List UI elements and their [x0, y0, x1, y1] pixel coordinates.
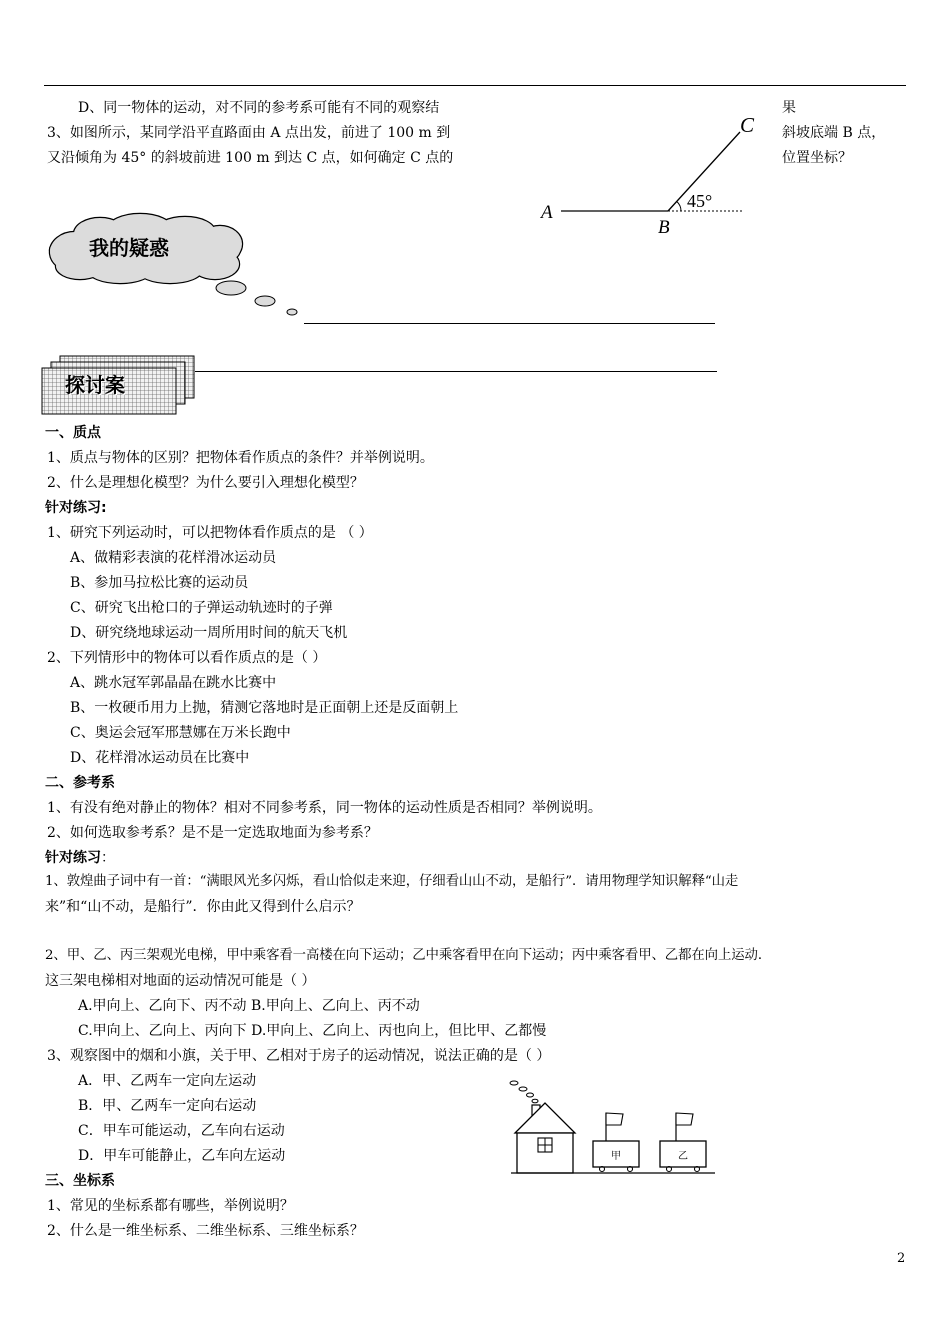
option-d-line-end: 果 — [782, 100, 796, 116]
practice2-heading-text: 针对练习 — [45, 850, 101, 866]
section2-q1: 1、有没有绝对静止的物体？相对不同参考系，同一物体的运动性质是否相同？举例说明。 — [47, 800, 602, 816]
practice1-q2-d: D、花样滑冰运动员在比赛中 — [70, 750, 250, 766]
practice2-q3-c: C．甲车可能运动，乙车向右运动 — [78, 1123, 285, 1139]
practice1-q2-c: C、奥运会冠军邢慧娜在万米长跑中 — [70, 725, 291, 741]
section3-q1: 1、常见的坐标系都有哪些，举例说明？ — [47, 1198, 294, 1214]
practice1-q1-a: A、做精彩表演的花样滑冰运动员 — [70, 550, 277, 566]
option-d-line: D、同一物体的运动，对不同的参考系可能有不同的观察结 — [78, 100, 440, 116]
label-a: A — [541, 202, 553, 223]
section2-heading: 二、参考系 — [45, 775, 115, 791]
car2-label: 乙 — [678, 1151, 688, 1162]
practice1-q2: 2、下列情形中的物体可以看作质点的是（ ） — [47, 650, 327, 666]
doubts-answer-line — [304, 323, 715, 324]
section2-q2: 2、如何选取参考系？是不是一定选取地面为参考系？ — [47, 825, 378, 841]
discussion-title: 探讨案 — [65, 373, 125, 397]
thought-cloud — [45, 212, 305, 322]
practice1-q1-d: D、研究绕地球运动一周所用时间的航天飞机 — [70, 625, 348, 641]
section3-heading: 三、坐标系 — [45, 1173, 115, 1189]
practice2-q2-line1: 2、甲、乙、丙三架观光电梯，甲中乘客看一高楼在向下运动；乙中乘客看甲在向下运动；丙中乘客看甲、乙都在向上运动． — [45, 948, 772, 963]
practice1-q2-b: B、一枚硬币用力上抛，猜测它落地时是正面朝上还是反面朝上 — [70, 700, 459, 716]
practice1-q1-b: B、参加马拉松比赛的运动员 — [70, 575, 249, 591]
practice2-q1-line2: 来”和“山不动，是船行”．你由此又得到什么启示？ — [45, 899, 361, 915]
question-3-line1-end: 斜坡底端 B 点， — [782, 125, 886, 141]
slope-diagram — [535, 110, 765, 240]
practice2-q3-d: D．甲车可能静止，乙车向左运动 — [78, 1148, 286, 1164]
question-3-line2-end: 位置坐标？ — [782, 150, 852, 166]
label-angle: 45° — [687, 191, 713, 211]
car1-label: 甲 — [611, 1151, 621, 1162]
practice2-q2-cd: C.甲向上、乙向上、丙向下 D.甲向上、乙向上、丙也向上，但比甲、乙都慢 — [78, 1023, 547, 1039]
practice2-q3-b: B．甲、乙两车一定向右运动 — [78, 1098, 257, 1114]
top-rule — [44, 85, 906, 86]
practice2-q2-ab: A.甲向上、乙向下、丙不动 B.甲向上、乙向上、丙不动 — [78, 998, 420, 1014]
practice1-heading: 针对练习: — [45, 500, 107, 516]
practice2-q3: 3、观察图中的烟和小旗，关于甲、乙相对于房子的运动情况，说法正确的是（ ） — [47, 1048, 551, 1064]
doubts-title: 我的疑惑 — [89, 236, 169, 260]
practice1-q2-a: A、跳水冠军郭晶晶在跳水比赛中 — [70, 675, 277, 691]
practice2-q1-line1: 1、敦煌曲子词中有一首：“满眼风光多闪烁，看山恰似走来迎，仔细看山山不动，是船行”．请用物理学知识解释“山走 — [45, 874, 739, 889]
house-cars-diagram — [505, 1075, 730, 1185]
section1-q2: 2、什么是理想化模型？为什么要引入理想化模型？ — [47, 475, 364, 491]
page-number: 2 — [897, 1251, 906, 1266]
section1-q1: 1、质点与物体的区别？把物体看作质点的条件？并举例说明。 — [47, 450, 434, 466]
section3-q2: 2、什么是一维坐标系、二维坐标系、三维坐标系？ — [47, 1223, 364, 1239]
label-c: C — [740, 113, 755, 137]
practice2-heading-colon: ： — [101, 850, 115, 866]
practice2-q2-line2: 这三架电梯相对地面的运动情况可能是（ ） — [45, 973, 316, 989]
question-3-line1: 3、如图所示，某同学沿平直路面由 A 点出发，前进了 100 m 到 — [47, 125, 451, 141]
practice1-q1: 1、研究下列运动时，可以把物体看作质点的是 （ ） — [47, 525, 373, 541]
practice2-q3-a: A．甲、乙两车一定向左运动 — [78, 1073, 257, 1089]
practice2-heading — [45, 849, 115, 867]
discussion-rule — [195, 371, 717, 372]
question-3-line2: 又沿倾角为 45° 的斜坡前进 100 m 到达 C 点，如何确定 C 点的 — [47, 150, 454, 166]
label-b: B — [658, 217, 670, 238]
section1-heading: 一、质点 — [45, 425, 101, 441]
practice1-q1-c: C、研究飞出枪口的子弹运动轨迹时的子弹 — [70, 600, 333, 616]
